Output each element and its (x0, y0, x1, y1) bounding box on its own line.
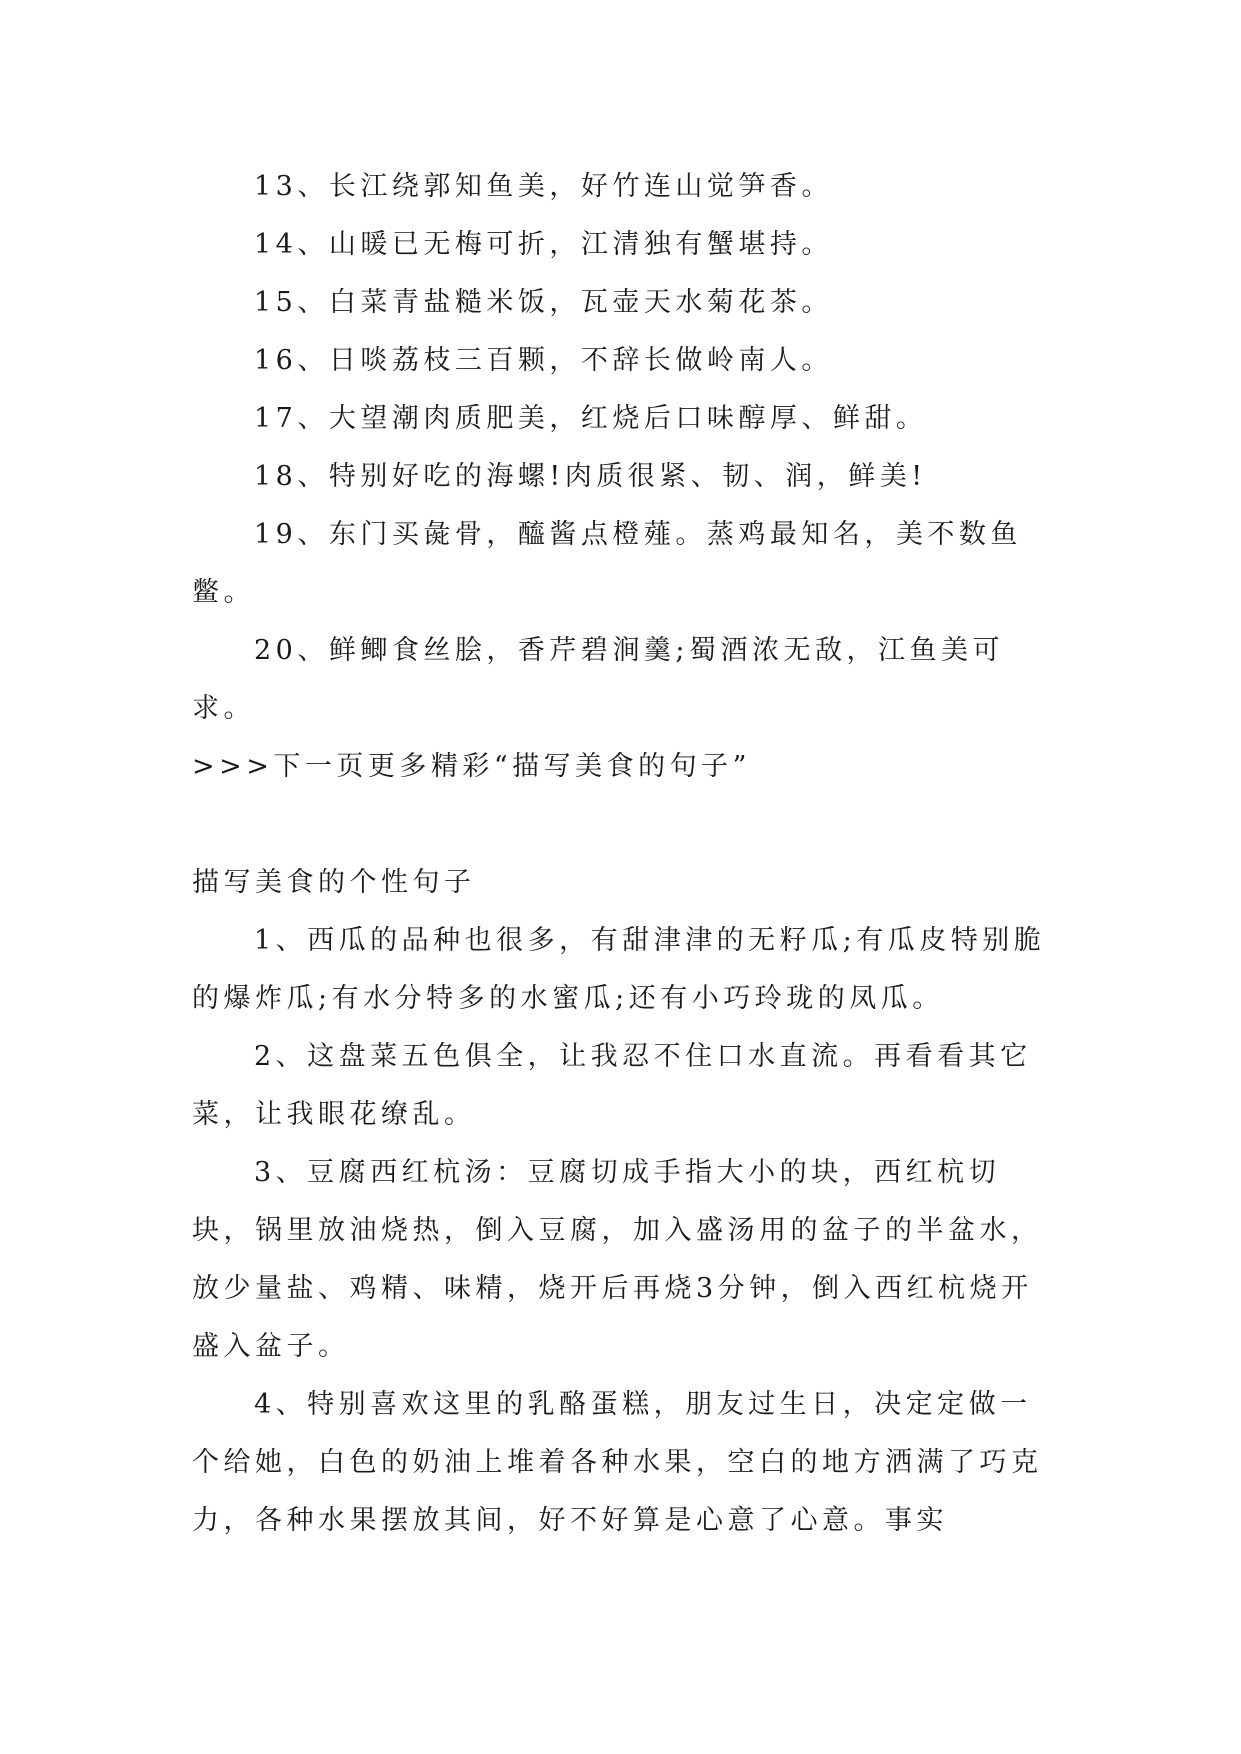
paragraph-4: 4、特别喜欢这里的乳酪蛋糕，朋友过生日，决定定做一个给她，白色的奶油上堆着各种水果，空白的地方洒满了巧克力，各种水果摆放其间，好不好算是心意了心意。事实 (192, 1389, 1043, 1536)
sentence-18: 18、特别好吃的海螺!肉质很紧、韧、润，鲜美! (254, 461, 927, 492)
poem-line-16: 16、日啖荔枝三百颗，不辞长做岭南人。 (254, 345, 833, 376)
section-gap (192, 796, 1052, 854)
document-body (192, 158, 1052, 1550)
poem-line-19: 19、东门买彘骨，醯酱点橙薤。蒸鸡最知名，美不数鱼鳖。 (192, 519, 1022, 608)
sentence-17: 17、大望潮肉质肥美，红烧后口味醇厚、鲜甜。 (254, 403, 928, 434)
next-page-link[interactable]: >>>下一页更多精彩“描写美食的句子” (192, 751, 751, 782)
poem-line-15: 15、白菜青盐糙米饭，瓦壶天水菊花茶。 (254, 287, 833, 318)
paragraph-1: 1、西瓜的品种也很多，有甜津津的无籽瓜;有瓜皮特别脆的爆炸瓜;有水分特多的水蜜瓜;还有小巧玲珑的凤瓜。 (192, 925, 1046, 1014)
paragraph-3: 3、豆腐西红杭汤：豆腐切成手指大小的块，西红杭切块，锅里放油烧热，倒入豆腐，加入盛汤用的盆子的半盆水，放少量盐、鸡精、味精，烧开后再烧3分钟，倒入西红杭烧开盛入盆子。 (192, 1157, 1043, 1362)
poem-line-13: 13、长江绕郭知鱼美，好竹连山觉笋香。 (254, 171, 833, 202)
poem-line-14: 14、山暖已无梅可折，江清独有蟹堪持。 (254, 229, 833, 260)
poem-line-20: 20、鲜鲫食丝脍，香芹碧涧羹;蜀酒浓无敌，江鱼美可求。 (192, 635, 1004, 724)
section-title: 描写美食的个性句子 (192, 867, 476, 898)
paragraph-2: 2、这盘菜五色俱全，让我忍不住口水直流。再看看其它菜，让我眼花缭乱。 (192, 1041, 1032, 1130)
